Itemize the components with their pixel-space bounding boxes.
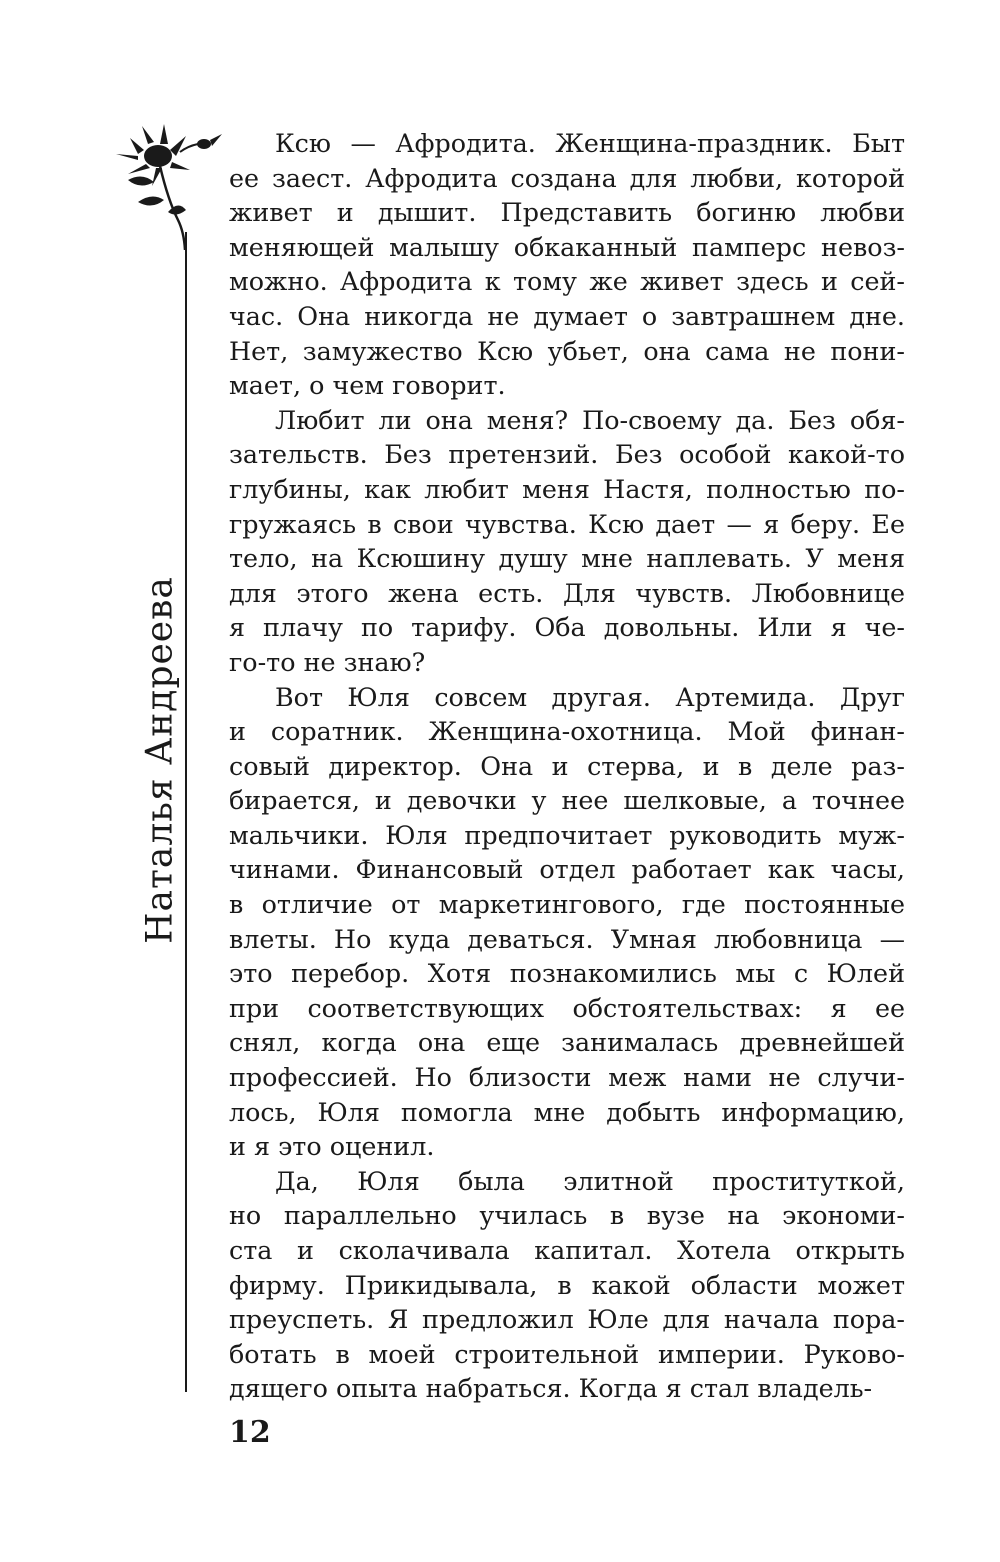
- text-line: и соратник. Женщина-охотница. Мой финан-: [229, 716, 905, 747]
- text-line: Да, Юля была элитной проституткой,: [275, 1165, 905, 1196]
- text-line: можно. Афродита к тому же живет здесь и сей-: [229, 266, 905, 297]
- text-line: Вот Юля совсем другая. Артемида. Друг: [275, 681, 905, 712]
- text-line: ботать в моей строительной империи. Руково-: [229, 1338, 905, 1369]
- text-line: я плачу по тарифу. Оба довольны. Или я че-: [229, 612, 905, 643]
- body-text: [229, 126, 905, 1406]
- text-line: и я это оценил.: [229, 1131, 435, 1162]
- text-line: глубины, как любит меня Настя, полностью по-: [229, 473, 905, 504]
- text-line: гружаясь в свои чувства. Ксю дает — я беру. Ее: [229, 508, 905, 539]
- text-line: влеты. Но куда деваться. Умная любовница —: [229, 923, 905, 954]
- text-line: бирается, и девочки у нее шелковые, а точнее: [229, 785, 905, 816]
- text-line: Любит ли она меня? По-своему да. Без обя-: [275, 404, 905, 435]
- text-line: профессией. Но близости меж нами не случи-: [229, 1062, 905, 1093]
- margin-rule: [185, 232, 187, 1392]
- text-line: ста и сколачивала капитал. Хотела открыть: [229, 1235, 905, 1265]
- text-line: го-то не знаю?: [229, 646, 426, 677]
- author-name: [140, 576, 181, 944]
- text-line: чинами. Финансовый отдел работает как часы,: [229, 854, 905, 885]
- text-line: но параллельно училась в вузе на экономи-: [229, 1200, 905, 1231]
- text-line: тело, на Ксюшину душу мне наплевать. У меня: [229, 543, 905, 574]
- text-line: для этого жена есть. Для чувств. Любовнице: [229, 577, 905, 608]
- text-line: час. Она никогда не думает о завтрашнем дне.: [229, 300, 905, 331]
- text-line: лось, Юля помогла мне добыть информацию,: [229, 1096, 905, 1127]
- page-number: 12: [229, 1415, 271, 1450]
- text-line: снял, когда она еще занималась древнейшей: [229, 1027, 905, 1058]
- text-line: дящего опыта набраться. Когда я стал владель-: [229, 1373, 873, 1404]
- author-first-name: Наталья: [139, 777, 181, 944]
- text-line: живет и дышит. Представить богиню любви: [229, 197, 905, 228]
- text-line: преуспеть. Я предложил Юле для начала пора-: [229, 1304, 905, 1335]
- text-line: при соответствующих обстоятельствах: я ее: [229, 992, 905, 1023]
- author-last-name: Андреева: [139, 576, 181, 765]
- text-line: это перебор. Хотя познакомились мы с Юлей: [229, 958, 905, 989]
- text-line: ее заест. Афродита создана для любви, которой: [229, 162, 905, 193]
- flower-ornament-icon: [108, 120, 228, 250]
- text-line: зательств. Без претензий. Без особой какой-то: [229, 439, 905, 470]
- text-line: мает, о чем говорит.: [229, 370, 506, 401]
- text-line: меняющей малышу обкаканный памперс невоз-: [229, 231, 905, 262]
- text-line: фирму. Прикидывала, в какой области может: [229, 1269, 905, 1300]
- text-line: Нет, замужество Ксю убьет, она сама не пони-: [229, 335, 905, 366]
- text-line: мальчики. Юля предпочитает руководить муж-: [229, 819, 905, 850]
- text-line: Ксю — Афродита. Женщина-праздник. Быт: [275, 128, 905, 158]
- text-line: в отличие от маркетингового, где постоянные: [229, 889, 905, 920]
- text-line: совый директор. Она и стерва, и в деле раз-: [229, 750, 905, 781]
